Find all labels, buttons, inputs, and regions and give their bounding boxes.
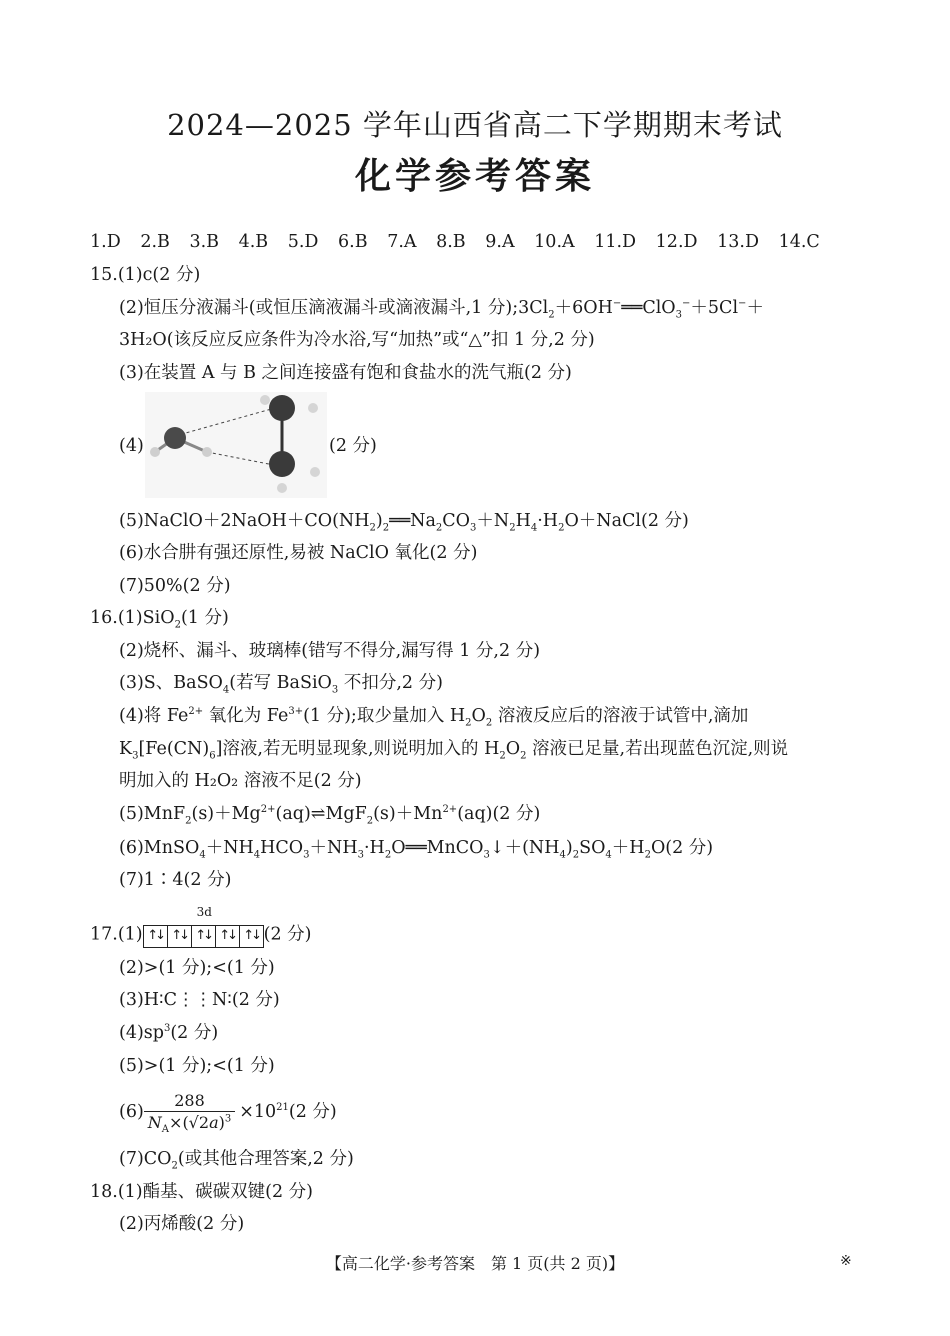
choice-answer: 1.D — [90, 232, 121, 252]
orbital-box: ↑↓ — [168, 926, 192, 947]
q17-part7: $(7)CO_2$(或其他合理答案,2 分) — [119, 1149, 354, 1172]
page-footer: 【高二化学·参考答案 第 1 页(共 2 页)】 — [325, 1254, 625, 1273]
q15-part2-line2: 3H₂O(该反应反应条件为冷水浴,写“加热”或“△”扣 1 分,2 分) — [119, 330, 595, 350]
orbital-label: 3d — [196, 905, 212, 919]
q16-part4-line3: 明加入的 H₂O₂ 溶液不足(2 分) — [119, 771, 362, 791]
q18-part2: (2)丙烯酸(2 分) — [119, 1214, 245, 1234]
q15-part2-text: (2)恒压分液漏斗(或恒压滴液漏斗或滴液漏斗,1 分); — [119, 298, 519, 318]
fraction-numerator: 288 — [144, 1091, 235, 1112]
choice-answer: 2.B — [140, 232, 170, 252]
q15-part7: (7)50%(2 分) — [119, 576, 231, 596]
choice-answer: 3.B — [189, 232, 220, 252]
choice-answer: 7.A — [387, 232, 417, 252]
q15-part1: 15.(1)c(2 分) — [90, 265, 201, 285]
orbital-box: ↑↓ — [216, 926, 240, 947]
choice-answer: 9.A — [485, 232, 515, 252]
choice-answers-row — [90, 230, 834, 254]
choice-answer: 12.D — [655, 232, 698, 252]
fraction-denominator: $N_A\times(√2a)^3$ — [147, 1113, 232, 1136]
q16-part4-line1: (4)将 $Fe^{2+}$ 氧化为 $Fe^{3+}(1$ 分);取少量加入 $H_2O_2$ 溶液反应后的溶液于试管中,滴加 — [119, 706, 749, 729]
q15-part3: (3)在装置 A 与 B 之间连接盛有饱和食盐水的洗气瓶(2 分) — [119, 363, 572, 383]
q18-part1: 18.(1)酯基、碳碳双键(2 分) — [90, 1182, 313, 1202]
q17-part1-label: 17.(1) — [90, 924, 143, 945]
q17-part4: $(4)sp^3(2$ 分) — [119, 1023, 219, 1043]
choice-answer: 8.B — [436, 232, 466, 252]
q15-part2-equation: $3Cl_2+6OH^-══ClO_3^-+5Cl^-+$ — [518, 298, 764, 321]
q17-part6: (6) $\frac{288}{N_A\times(√2a)^3}$ $\times 10^{21}(2$ 分) — [119, 1091, 337, 1136]
q16-part3: (3)S、BaSO$_4$(若写 BaSiO$_3$ 不扣分,2 分) — [119, 673, 443, 696]
q16-part7: (7)1∶4(2 分) — [119, 870, 232, 890]
orbital-box: ↑↓ — [192, 926, 216, 947]
choice-answer: 4.B — [238, 232, 269, 252]
orbital-box: ↑↓ — [243, 928, 260, 943]
q17-part3: (3)H∶C⋮⋮N∶(2 分) — [119, 990, 280, 1010]
q16-part1: 16.(1)SiO$_2$(1 分) — [90, 608, 229, 631]
exam-title: 2024—2025 学年山西省高二下学期期末考试 — [167, 108, 783, 142]
q16-part5: $(5)MnF_2(s)+Mg^{2+}(aq)\rightleftharpoons MgF_2(s)+Mn^{2+}(aq)(2$ 分) — [119, 804, 541, 827]
choice-answer: 10.A — [534, 232, 575, 252]
q17-part5: (5)>(1 分);<(1 分) — [119, 1056, 275, 1076]
q16-part6: $(6)MnSO_4+NH_4HCO_3+NH_3\cdot H_2O══MnCO_3↓+(NH_4)_2SO_4+H_2O(2$ 分) — [119, 838, 714, 861]
orbital-box: ↑↓ — [144, 926, 168, 947]
q15-part2-line1 — [119, 296, 764, 320]
choice-answer: 5.D — [287, 232, 319, 252]
q15-part6: (6)水合肼有强还原性,易被 NaClO 氧化(2 分) — [119, 543, 478, 563]
q15-part5: $(5)NaClO+2NaOH+CO(NH_2)_2══Na_2CO_3+N_2H_4\cdot H_2O+NaCl(2$ 分) — [119, 511, 689, 534]
choice-answer: 14.C — [778, 232, 820, 252]
q15-part4-label: (4) — [119, 436, 144, 456]
density-fraction — [144, 1091, 235, 1134]
q17-part1-score: (2 分) — [263, 924, 312, 945]
q16-part2: (2)烧杯、漏斗、玻璃棒(错写不得分,漏写得 1 分,2 分) — [119, 641, 541, 661]
q16-part4-line2: $K_3[Fe(CN)_6]$溶液,若无明显现象,则说明加入的 $H_2O_2$ 溶液已足量,若出现蓝色沉淀,则说 — [119, 739, 789, 762]
corner-mark: ※ — [840, 1253, 852, 1269]
choice-answer: 13.D — [717, 232, 759, 252]
answer-subtitle: 化学参考答案 — [354, 156, 595, 197]
orbital-diagram — [143, 905, 264, 948]
choice-answer: 11.D — [594, 232, 637, 252]
q17-part2: (2)>(1 分);<(1 分) — [119, 958, 275, 978]
q15-part4-score: (2 分) — [329, 436, 377, 456]
hydrogen-bond-molecule-diagram — [145, 392, 327, 498]
choice-answer: 6.B — [338, 232, 368, 252]
q17-part1 — [90, 905, 312, 948]
